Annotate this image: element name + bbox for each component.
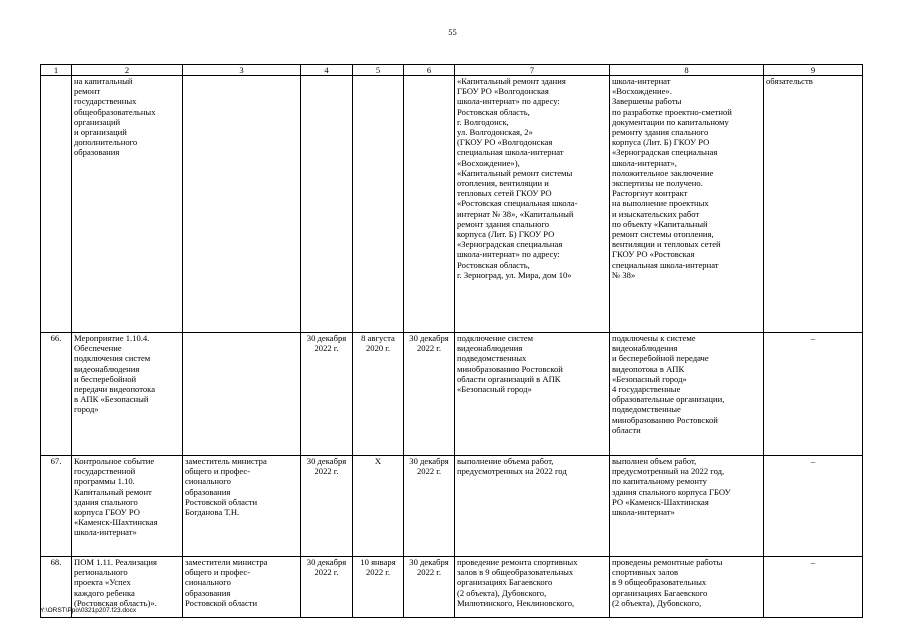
measure-name: ПОМ 1.11. Реализация регионального проекта «Успех каждого ребенка (Ростовская область)». <box>72 557 183 618</box>
column-number: 3 <box>183 65 301 76</box>
actual-result: школа-интернат «Восхождение». Завершены работы по разработке проектно-сметной документации по капитальному ремонту здания спального корпуса (Лит. Б) ГКОУ РО «Зерноградская специальная школа-интернат», положительное заключение экспертизы не получено. Расторгнут контракт на выполнение проектных и изыскательских работ по объекту «Капитальный ремонт системы отопления, вентиляции и тепловых сетей ГКОУ РО «Ростовская специальная школа-интернат № 38» <box>610 76 764 333</box>
page-number: 55 <box>448 27 457 37</box>
fact-start-date: Х <box>353 456 404 557</box>
column-number-row <box>41 65 863 76</box>
responsible: заместитель министра общего и профес- сионального образования Ростовской области Богданова Т.Н. <box>183 456 301 557</box>
column-number: 2 <box>72 65 183 76</box>
plan-start-date: 30 декабря 2022 г. <box>301 557 353 618</box>
actual-result: подключены к системе видеонаблюдения и бесперебойной передаче видеопотока в АПК «Безопасный город» 4 государственные образовательные организации, подведомственные минобразованию Ростовской области <box>610 333 764 456</box>
reasons: – <box>764 456 863 557</box>
column-number: 4 <box>301 65 353 76</box>
fact-start-date <box>353 76 404 333</box>
report-table <box>40 64 863 618</box>
actual-result: выполнен объем работ, предусмотренный на 2022 год, по капитальному ремонту здания спального корпуса ГБОУ РО «Каменск-Шахтинская школа-интернат» <box>610 456 764 557</box>
expected-result: подключение систем видеонаблюдения подведомственных минобразованию Ростовской области организаций в АПК «Безопасный город» <box>455 333 610 456</box>
expected-result: проведение ремонта спортивных залов в 9 общеобразовательных организациях Багаевского (2 объекта), Дубовского, Милютинского, Неклиновского, <box>455 557 610 618</box>
table-row <box>41 333 863 456</box>
fact-start-date: 8 августа 2020 г. <box>353 333 404 456</box>
table-row <box>41 456 863 557</box>
column-number: 9 <box>764 65 863 76</box>
actual-result: проведены ремонтные работы спортивных залов в 9 общеобразовательных организациях Багаевского (2 объекта), Дубовского, <box>610 557 764 618</box>
table-row <box>41 557 863 618</box>
table-row <box>41 76 863 333</box>
plan-start-date: 30 декабря 2022 г. <box>301 456 353 557</box>
expected-result: выполнение объема работ, предусмотренных на 2022 год <box>455 456 610 557</box>
responsible: заместители министра общего и профес- сионального образования Ростовской области <box>183 557 301 618</box>
responsible <box>183 333 301 456</box>
responsible <box>183 76 301 333</box>
plan-end-date: 30 декабря 2022 г. <box>404 557 455 618</box>
plan-end-date <box>404 76 455 333</box>
file-path-footer: Y:\ORST\Ppo\0321p207.f23.docx <box>40 607 137 614</box>
row-number: 66. <box>41 333 72 456</box>
reasons: обязательств <box>764 76 863 333</box>
fact-start-date: 10 января 2022 г. <box>353 557 404 618</box>
plan-end-date: 30 декабря 2022 г. <box>404 456 455 557</box>
plan-end-date: 30 декабря 2022 г. <box>404 333 455 456</box>
row-number: 67. <box>41 456 72 557</box>
measure-name: на капитальный ремонт государственных общеобразовательных организаций и организаций дополнительного образования <box>72 76 183 333</box>
expected-result: «Капитальный ремонт здания ГБОУ РО «Волгодонская школа-интернат» по адресу: Ростовская область, г. Волгодонск, ул. Волгодонская, 2» (ГКОУ РО «Волгодонская специальная школа-интернат «Восхождение»), «Капитальный ремонт системы отопления, вентиляции и тепловых сетей ГКОУ РО «Ростовская специальная школа- интернат № 38», «Капитальный ремонт здания спального корпуса (Лит. Б) ГКОУ РО «Зерноградская специальная школа-интернат» по адресу: Ростовская область, г. Зерноград, ул. Мира, дом 10» <box>455 76 610 333</box>
row-number <box>41 76 72 333</box>
plan-start-date <box>301 76 353 333</box>
measure-name: Мероприятие 1.10.4. Обеспечение подключения систем видеонаблюдения и бесперебойной передачи видеопотока в АПК «Безопасный город» <box>72 333 183 456</box>
measure-name: Контрольное событие государственной программы 1.10. Капитальный ремонт здания спального корпуса ГБОУ РО «Каменск-Шахтинская школа-интернат» <box>72 456 183 557</box>
column-number: 5 <box>353 65 404 76</box>
plan-start-date: 30 декабря 2022 г. <box>301 333 353 456</box>
column-number: 1 <box>41 65 72 76</box>
reasons: – <box>764 333 863 456</box>
column-number: 6 <box>404 65 455 76</box>
row-number: 68. <box>41 557 72 618</box>
reasons: – <box>764 557 863 618</box>
column-number: 7 <box>455 65 610 76</box>
column-number: 8 <box>610 65 764 76</box>
